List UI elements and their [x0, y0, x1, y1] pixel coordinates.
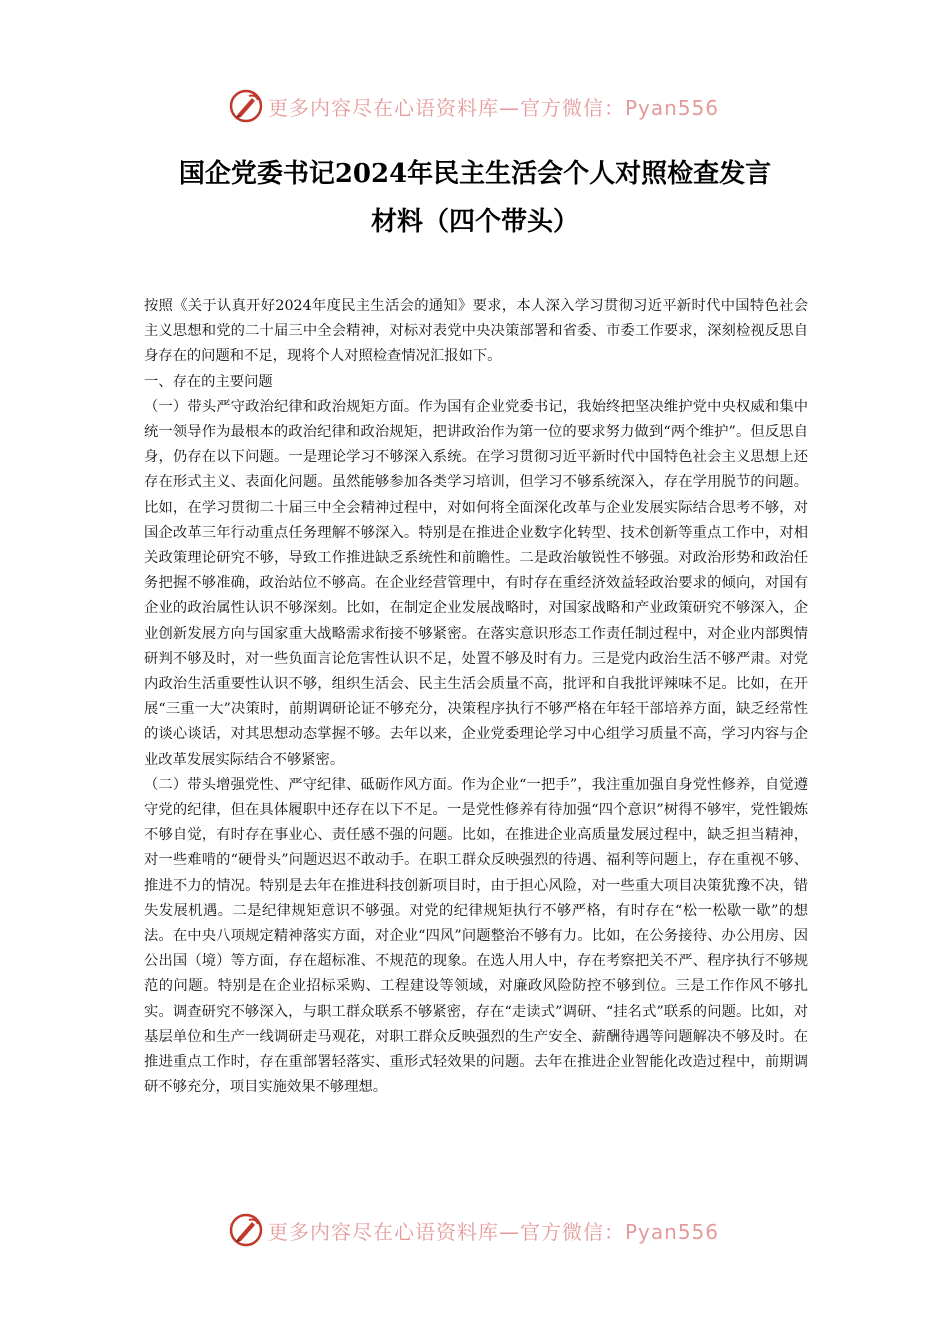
intro-paragraph: 按照《关于认真开好2024年度民主生活会的通知》要求，本人深入学习贯彻习近平新时代中国特色社会主义思想和党的二十届三中全会精神，对标对表党中央决策部署和省委、市委工作要求，深刻检视反思自身存在的问题和不足，现将个人对照检查情况汇报如下。: [144, 298, 808, 365]
body-paragraph-2: （二）带头增强党性、严守纪律、砥砺作风方面。作为企业“一把手”，我注重加强自身党性修养，自觉遵守党的纪律，但在具体履职中还存在以下不足。一是党性修养有待加强“四个意识”树得不够牢，党性锻炼不够自觉，有时存在事业心、责任感不强的问题。比如，在推进企业高质量发展过程中，缺乏担当精神，对一些难啃的“硬骨头”问题迟迟不敢动手。在职工群众反映强烈的待遇、福利等问题上，存在重视不够、推进不力的情况。特别是去年在推进科技创新项目时，由于担心风险，对一些重大项目决策犹豫不决，错失发展机遇。二是纪律规矩意识不够强。对党的纪律规矩执行不够严格，有时存在“松一松歇一歇”的想法。在中央八项规定精神落实方面，对企业“四风”问题整治不够有力。比如，在公务接待、办公用房、因公出国（境）等方面，存在超标准、不规范的现象。在选人用人中，存在考察把关不严、程序执行不够规范的问题。特别是在企业招标采购、工程建设等领域，对廉政风险防控不够到位。三是工作作风不够扎实。调查研究不够深入，与职工群众联系不够紧密，存在“走读式”调研、“挂名式”联系的问题。比如，对基层单位和生产一线调研走马观花，对职工群众反映强烈的生产安全、薪酬待遇等问题解决不够及时。在推进重点工作时，存在重部署轻落实、重形式轻效果的问题。去年在推进企业智能化改造过程中，前期调研不够充分，项目实施效果不够理想。: [144, 776, 808, 1096]
pen-nib-logo-icon: [228, 1212, 264, 1248]
body-paragraph-1: （一）带头严守政治纪律和政治规矩方面。作为国有企业党委书记，我始终把坚决维护党中央权威和集中统一领导作为最根本的政治纪律和政治规矩，把讲政治作为第一位的要求努力做到“两个维护”。但反思自身，仍存在以下问题。一是理论学习不够深入系统。在学习贯彻习近平新时代中国特色社会主义思想上还存在形式主义、表面化问题。虽然能够参加各类学习培训，但学习不够系统深入，存在学用脱节的问题。比如，在学习贯彻二十届三中全会精神过程中，对如何将全面深化改革与企业发展实际结合思考不够，对国企改革三年行动重点任务理解不够深入。特别是在推进企业数字化转型、技术创新等重点工作中，对相关政策理论研究不够，导致工作推进缺乏系统性和前瞻性。二是政治敏锐性不够强。对政治形势和政治任务把握不够准确，政治站位不够高。在企业经营管理中，有时存在重经济效益轻政治要求的倾向，对国有企业的政治属性认识不够深刻。比如，在制定企业发展战略时，对国家战略和产业政策研究不够深入，企业创新发展方向与国家重大战略需求衔接不够紧密。在落实意识形态工作责任制过程中，对企业内部舆情研判不够及时，对一些负面言论危害性认识不足，处置不够及时有力。三是党内政治生活不够严肃。对党内政治生活重要性认识不够，组织生活会、民主生活会质量不高，批评和自我批评辣味不足。比如，在开展“三重一大”决策时，前期调研论证不够充分，决策程序执行不够严格在年轻干部培养方面，缺乏经常性的谈心谈话，对其思想动态掌握不够。去年以来，企业党委理论学习中心组学习质量不高，学习内容与企业改革发展实际结合不够紧密。: [144, 398, 808, 768]
title-line-2: 材料（四个带头）: [370, 207, 579, 237]
document-body: [144, 294, 808, 1101]
watermark-banner-bottom: [0, 1210, 950, 1250]
watermark-text: 更多内容尽在心语资料库—官方微信：Pyan556: [268, 1219, 720, 1244]
document-title: [60, 150, 890, 246]
pen-nib-logo-icon: [228, 88, 264, 124]
watermark-banner-top: [0, 86, 950, 126]
watermark-text: 更多内容尽在心语资料库—官方微信：Pyan556: [268, 95, 720, 120]
section-heading: 一、存在的主要问题: [144, 373, 273, 390]
title-line-1: 国企党委书记2024年民主生活会个人对照检查发言: [178, 159, 772, 189]
